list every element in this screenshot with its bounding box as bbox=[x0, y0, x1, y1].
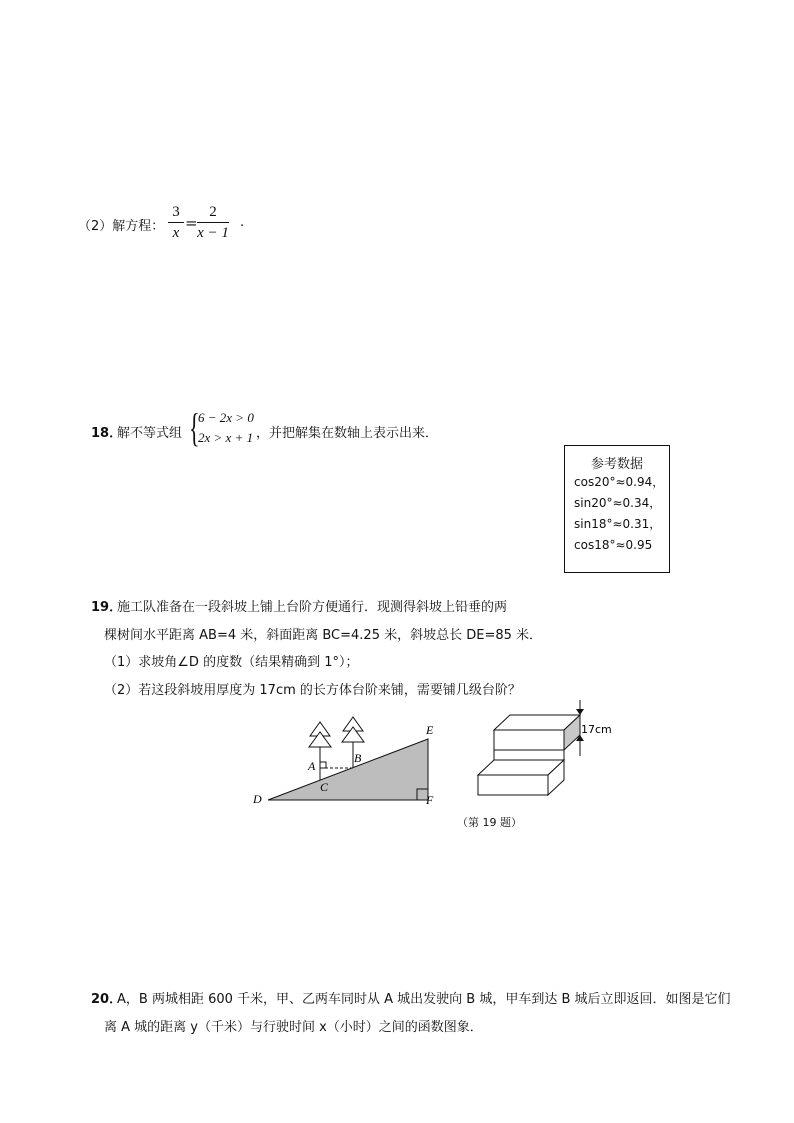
upper-block-front bbox=[494, 730, 564, 750]
reference-data-box bbox=[564, 445, 670, 573]
equals-sign: = bbox=[185, 214, 198, 232]
reference-line: sin20°≈0.34， bbox=[574, 496, 662, 510]
fraction-numerator: 3 bbox=[172, 204, 180, 220]
point-b-label: B bbox=[354, 751, 362, 765]
fraction-bar bbox=[168, 222, 184, 223]
q18-prefix: 解不等式组 bbox=[117, 426, 183, 441]
q19-number: 19． bbox=[91, 600, 123, 615]
point-a-label: A bbox=[308, 759, 316, 773]
fraction-denominator: x − 1 bbox=[197, 225, 229, 241]
fraction-denominator: x bbox=[172, 225, 180, 241]
fraction-2-over-x-minus-1 bbox=[197, 203, 229, 242]
q20-number: 20． bbox=[91, 992, 123, 1007]
point-d-label: D bbox=[253, 792, 262, 806]
figure-caption: （第 19 题） bbox=[457, 816, 522, 829]
point-f-label: F bbox=[426, 793, 434, 807]
tree-a-right-angle bbox=[320, 762, 326, 768]
equation-period: . bbox=[240, 215, 245, 230]
inequality-1: 6 − 2x > 0 bbox=[198, 410, 254, 425]
fraction-3-over-x bbox=[168, 203, 184, 242]
q18-number: 18． bbox=[91, 426, 123, 441]
q19-line1: 施工队准备在一段斜坡上铺上台阶方便通行．现测得斜坡上铅垂的两 bbox=[117, 600, 508, 615]
reference-line: cos20°≈0.94， bbox=[574, 475, 665, 489]
slope-triangle bbox=[268, 739, 428, 800]
point-c-label: C bbox=[320, 780, 329, 794]
fraction-bar bbox=[197, 222, 229, 223]
lower-block-front bbox=[478, 775, 548, 795]
q19-part1: （1）求坡角∠D 的度数（结果精确到 1°）； bbox=[104, 655, 359, 670]
q17-part2-label: （2）解方程： bbox=[78, 219, 165, 234]
steps-figure bbox=[470, 700, 630, 805]
q19-line2: 棵树间水平距离 AB=4 米，斜面距离 BC=4.25 米，斜坡总长 DE=85 米． bbox=[104, 628, 543, 643]
fraction-numerator: 2 bbox=[209, 204, 217, 220]
reference-line: sin18°≈0.31， bbox=[574, 517, 662, 531]
dimension-arrow-down bbox=[576, 709, 584, 715]
reference-title: 参考数据 bbox=[590, 457, 643, 472]
reference-line: cos18°≈0.95 bbox=[574, 538, 653, 552]
slope-figure bbox=[250, 712, 440, 812]
thickness-label: 17cm bbox=[581, 723, 612, 736]
q20-line2: 离 A 城的距离 y（千米）与行驶时间 x（小时）之间的函数图象． bbox=[104, 1020, 483, 1035]
q18-suffix: ，并把解集在数轴上表示出来． bbox=[256, 426, 439, 441]
inequality-2: 2x > x + 1 bbox=[198, 430, 254, 445]
point-e-label: E bbox=[426, 723, 434, 737]
q20-line1: A，B 两城相距 600 千米，甲、乙两车同时从 A 城出发驶向 B 城，甲车到达 B 城后立即返回．如图是它们 bbox=[117, 992, 731, 1007]
q19-part2: （2）若这段斜坡用厚度为 17cm 的长方体台阶来铺，需要铺几级台阶？ bbox=[104, 683, 521, 698]
system-brace: { bbox=[189, 405, 200, 450]
